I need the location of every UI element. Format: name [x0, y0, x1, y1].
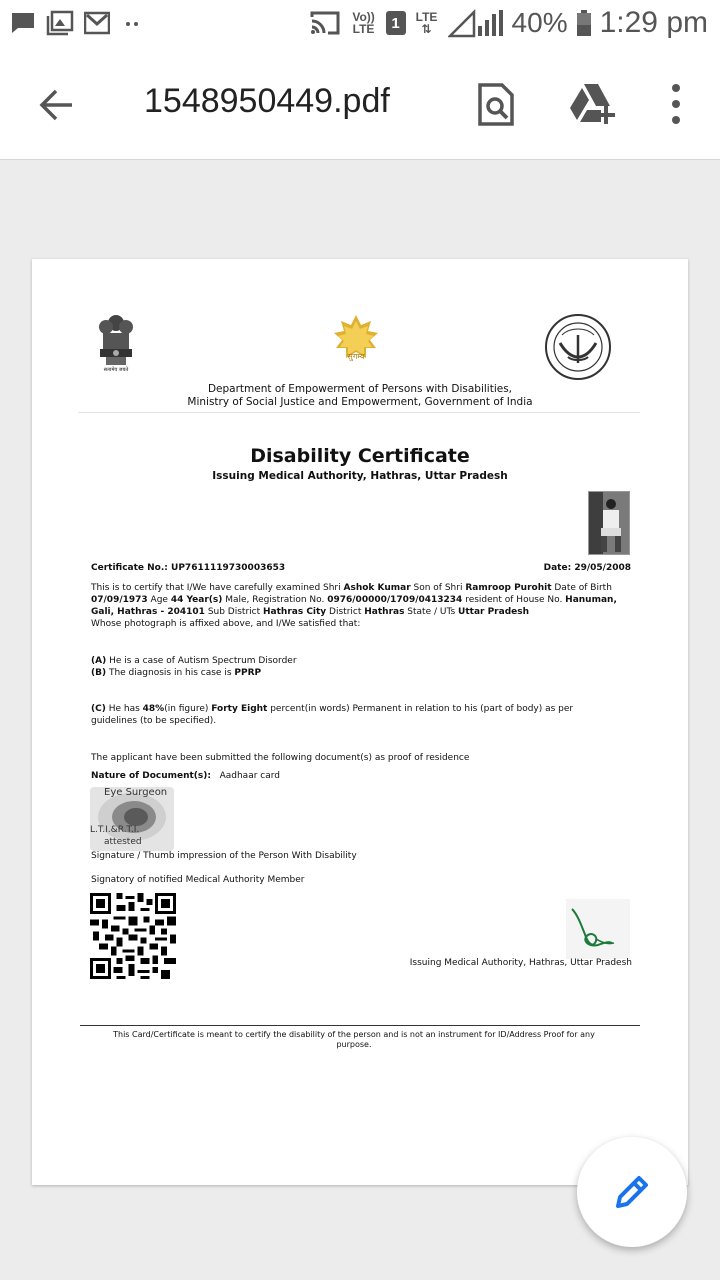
emblem-caption: सत्यमेव जयते: [103, 367, 129, 373]
applicant-photo: [588, 491, 630, 555]
svg-text:सुगम्य: सुगम्य: [347, 352, 365, 361]
dots-icon: [120, 10, 144, 36]
gmail-icon: [84, 11, 110, 35]
certificate-date: [544, 562, 631, 574]
date-label: Date:: [543, 563, 572, 573]
house-no: Hanuman,: [565, 595, 617, 605]
footer-divider: [80, 1025, 640, 1026]
uttar-pradesh-seal-icon: [544, 313, 612, 381]
certificate-body: This is to certify that I/We have carefully examined Shri Ashok Kumar Son of Shri Ramroop Purohit Date of Birth 07/09/1973 Age 44 Year(s) Male, Registration No. 0976/00000/1709/0413234 resident of House No. Hanuman, Gali, Hathras - 204101 Sub District Hathras City District Hathras State / UTs Uttar Pradesh Whose photograph is affixed above, and I/We satisfied that:: [91, 583, 617, 629]
signature-icon: [566, 899, 630, 959]
lte-icon: LTE ⇅: [415, 10, 438, 36]
state: Uttar Pradesh: [458, 607, 530, 617]
signal-icon: [448, 8, 504, 38]
department-header: [132, 383, 588, 409]
edit-fab-button[interactable]: [577, 1137, 687, 1247]
clause-c: (C) He has 48%(in figure) Forty Eight percent(in words) Permanent in relation to his (part of body) as per guidelines (to be specified).: [91, 704, 574, 726]
document-type: Aadhaar card: [219, 771, 280, 781]
qr-code-icon: [90, 893, 176, 979]
attested-stamp: Eye Surgeon L.T.I.&R.T.I. attested: [90, 787, 174, 851]
diagnosis: PPRP: [234, 668, 262, 678]
certificate-no-label: Certificate No.:: [91, 563, 168, 573]
residence-proof-text: The applicant have been submitted the following document(s) as proof of residence: [91, 753, 470, 763]
disability-percent-words: Forty Eight: [211, 704, 268, 714]
battery-percent: 40%: [511, 7, 568, 38]
age: 44 Year(s): [170, 595, 223, 605]
disability-percent: 48%: [142, 704, 165, 714]
registration-no: 0976/00000/1709/0413234: [327, 595, 463, 605]
date-of-birth: 07/09/1973: [91, 595, 148, 605]
edit-pencil-icon: [612, 1172, 652, 1212]
divider: [78, 412, 640, 413]
file-title: 1548950449.pdf: [144, 82, 390, 120]
issuing-authority-label: Issuing Medical Authority, Hathras, Uttar Pradesh: [409, 958, 632, 968]
district: Hathras: [364, 607, 405, 617]
sugamya-logo-icon: [326, 313, 386, 365]
app-bar: [0, 50, 720, 160]
certificate-number-row: [91, 562, 631, 574]
footer-note: This Card/Certificate is meant to certify the disability of the person and is not an instrument for ID/Address Proof for any purpose.: [113, 1030, 595, 1049]
volte-icon: Vo)) LTE: [352, 10, 375, 36]
sub-district: Hathras City: [263, 607, 327, 617]
arrow-left-icon[interactable]: [36, 85, 76, 125]
gallery-icon: [46, 10, 74, 36]
father-name: Ramroop Purohit: [465, 583, 552, 593]
signatory-label: Signatory of notified Medical Authority Member: [91, 875, 305, 885]
clock: 1:29 pm: [599, 6, 708, 39]
certificate-subtitle: Issuing Medical Authority, Hathras, Uttar Pradesh: [212, 470, 508, 482]
add-to-drive-icon[interactable]: [568, 80, 616, 126]
search-in-document-icon[interactable]: [476, 82, 516, 126]
department-line1: Department of Empowerment of Persons with Disabilities,: [207, 383, 513, 395]
address: Gali, Hathras - 204101: [91, 607, 205, 617]
chat-icon: [10, 10, 36, 36]
clause-a: (A) He is a case of Autism Spectrum Disorder: [91, 656, 297, 666]
department-line2: Ministry of Social Justice and Empowerment, Government of India: [187, 396, 533, 408]
battery-icon: [576, 9, 592, 37]
date-value: 29/05/2008: [574, 563, 631, 573]
cast-icon: [308, 9, 342, 37]
nature-of-document: Nature of Document(s): Aadhaar card: [91, 771, 280, 781]
certificate-no: UP7611119730003653: [171, 563, 286, 573]
more-vert-icon[interactable]: [666, 82, 686, 126]
pdf-page[interactable]: [32, 259, 688, 1185]
signature-thumb-label: Signature / Thumb impression of the Person With Disability: [91, 851, 357, 861]
certificate-title: Disability Certificate: [250, 445, 470, 467]
status-bar: [0, 0, 720, 50]
person-name: Ashok Kumar: [343, 583, 411, 593]
sim-icon: 1: [386, 11, 406, 35]
clause-b: (B) The diagnosis in his case is PPRP: [91, 668, 262, 678]
